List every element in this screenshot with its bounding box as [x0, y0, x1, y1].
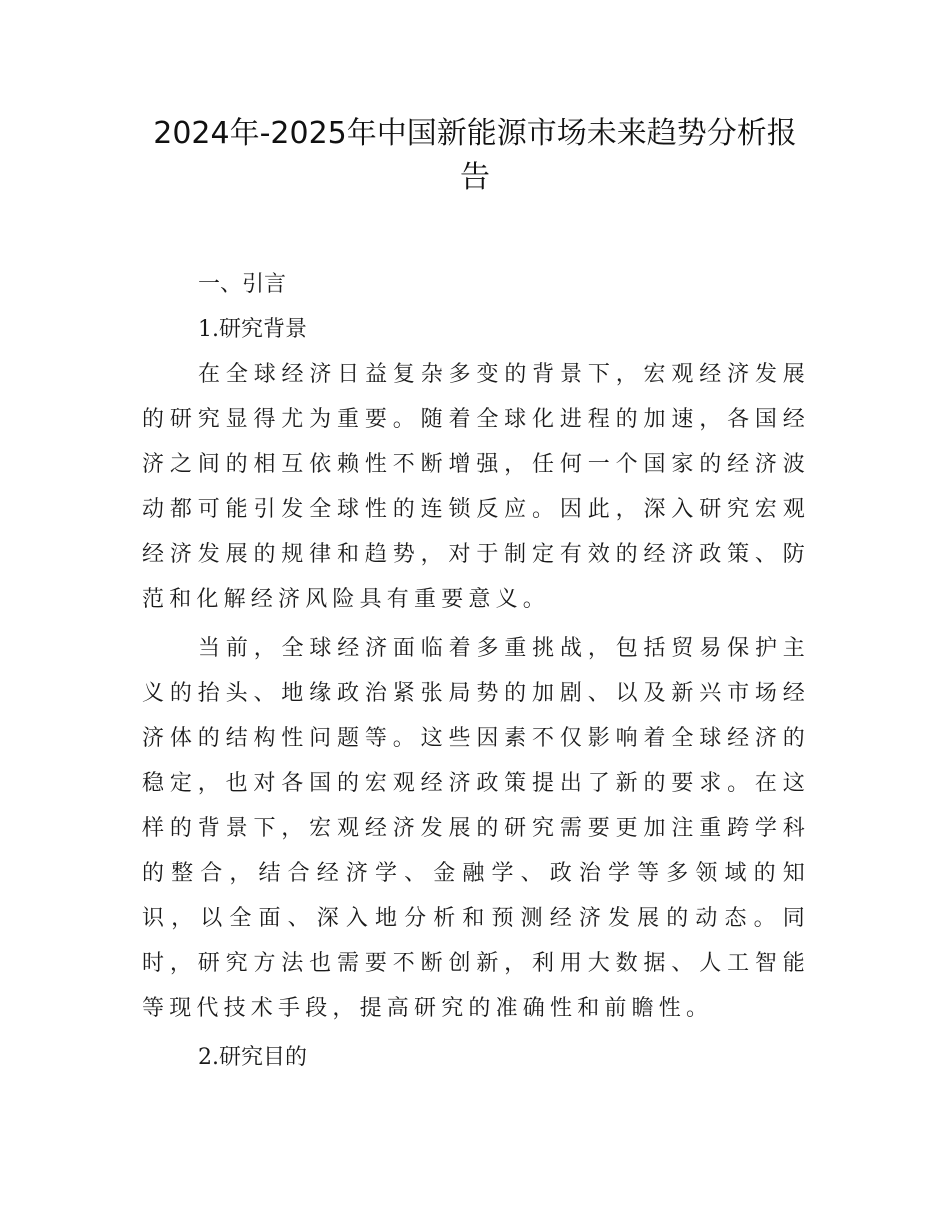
title-line-2: 告	[460, 160, 490, 195]
document-title	[100, 112, 850, 200]
document-body	[142, 262, 810, 1080]
title-line-1: 2024年-2025年中国新能源市场未来趋势分析报	[153, 116, 797, 151]
subsection-heading-purpose: 2.研究目的	[198, 1045, 307, 1070]
paragraph-background-2: 当前，全球经济面临着多重挑战，包括贸易保护主义的抬头、地缘政治紧张局势的加剧、以及新兴市场经济体的结构性问题等。这些因素不仅影响着全球经济的稳定，也对各国的宏观经济政策提出了新的要求。在这样的背景下，宏观经济发展的研究需要更加注重跨学科的整合，结合经济学、金融学、政治学等多领域的知识，以全面、深入地分析和预测经济发展的动态。同时，研究方法也需要不断创新，利用大数据、人工智能等现代技术手段，提高研究的准确性和前瞻性。	[142, 636, 810, 1021]
subsection-heading-background: 1.研究背景	[198, 317, 307, 342]
paragraph-background-1: 在全球经济日益复杂多变的背景下，宏观经济发展的研究显得尤为重要。随着全球化进程的加速，各国经济之间的相互依赖性不断增强，任何一个国家的经济波动都可能引发全球性的连锁反应。因此，深入研究宏观经济发展的规律和趋势，对于制定有效的经济政策、防范和化解经济风险具有重要意义。	[142, 362, 810, 612]
section-heading-introduction: 一、引言	[198, 272, 287, 297]
